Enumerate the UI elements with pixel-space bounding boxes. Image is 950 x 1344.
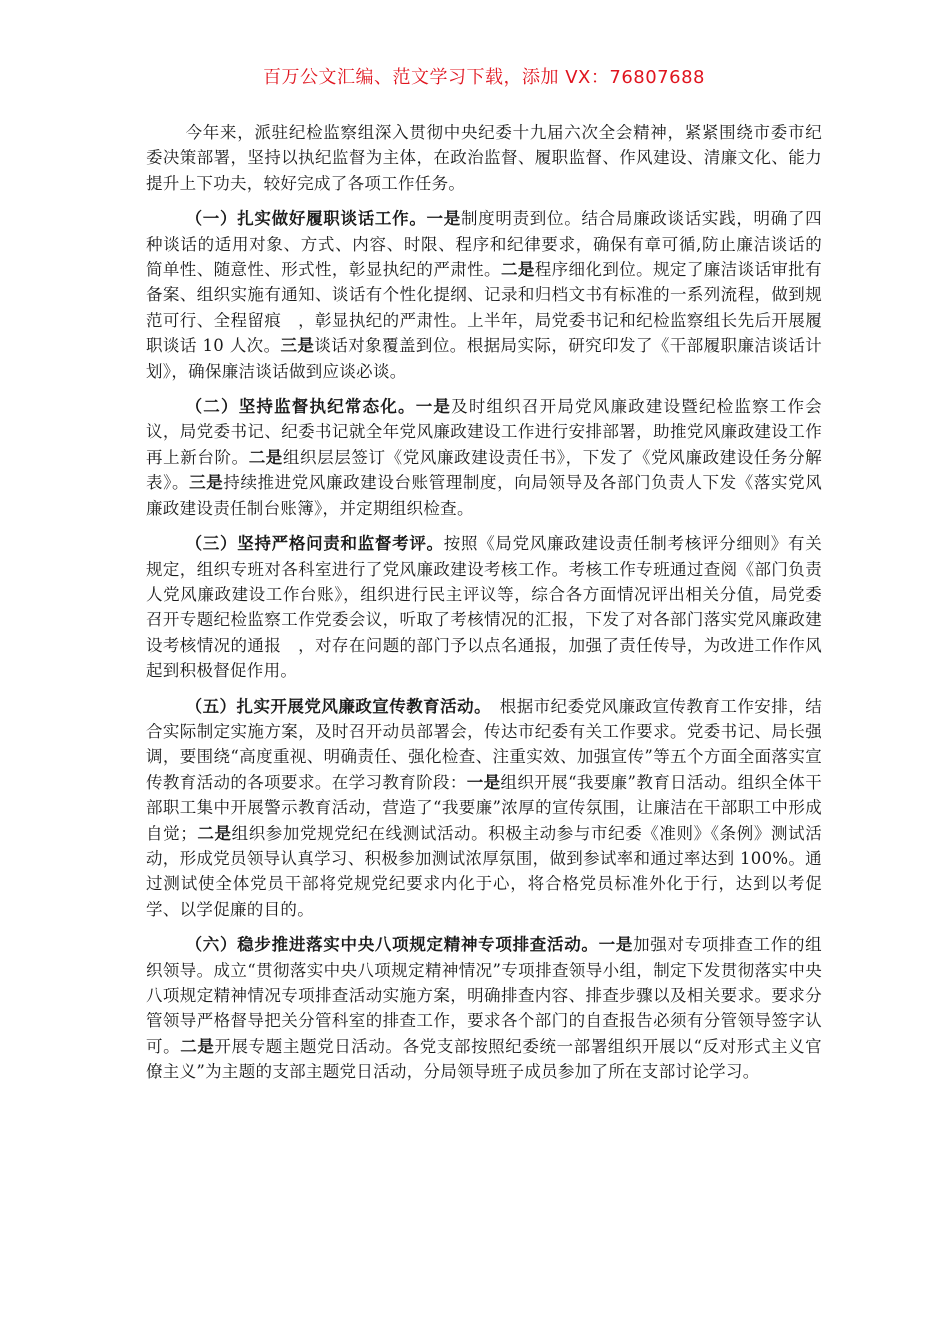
section-2-text-3: 持续推进党风廉政建设台账管理制度，向局领导及各部门负责人下发《落实党风廉政建设责任制台账簿》，并定期组织检查。 [146,473,822,518]
section-5-key-1: 一是 [466,772,501,792]
section-5-key-2: 二是 [197,823,232,843]
section-2-text-2: 组织层层签订《党风廉政建设责任书》，下发了《党风廉政建设任务分解表》。 [146,447,822,493]
section-2-text-1: 及时组织召开局党风廉政建设暨纪检监察工作会议，局党委书记、纪委书记就全年党风廉政建设工作进行安排部署，助推党风廉政建设工作再上新台阶。 [146,397,822,467]
section-5-title: （五）扎实开展党风廉政宣传教育活动。 [185,696,483,716]
section-2-key-1: 一是 [415,397,452,417]
section-6-key-1: 一是 [598,935,634,955]
section-6-title: （六）稳步推进落实中央八项规定精神专项排查活动。 [185,935,599,955]
section-2-key-2: 二是 [248,447,283,467]
section-1-text-1: 制度明责到位。结合局廉政谈话实践，明确了四种谈话的适用对象、方式、内容、时限、程序和纪律要求，确保有章可循,防止廉洁谈话的简单性、随意性、形式性，彰显执纪的严肃性。 [146,209,822,280]
section-3-paragraph [146,531,822,683]
section-2-paragraph [146,394,822,521]
section-1-text-2: 程序细化到位。规定了廉洁谈话审批有备案、组织实施有通知、谈话有个性化提纲、记录和归档文书有标准的一系列流程，做到规范可行、全程留痕 ，彰显执纪的严肃性。上半年，局党委书记和纪检监察组长先后开展履职谈话 10 人次。 [146,260,822,356]
section-6-text-1: 加强对专项排查工作的组织领导。成立“贯彻落实中央八项规定精神情况”专项排查领导小组，制定下发贯彻落实中央八项规定精神情况专项排查活动实施方案，明确排查内容、排查步骤以及相关要求。要求分管领导严格督导把关分管科室的排查工作，要求各个部门的自查报告必须有分管领导签字认可。 [146,935,822,1056]
section-1-title: （一）扎实做好履职谈话工作。 [185,209,427,229]
section-3-title: （三）坚持严格问责和监督考评。 [185,534,444,554]
section-6-paragraph [146,932,822,1084]
section-2-title: （二）坚持监督执纪常态化。 [185,397,416,417]
section-1-text-3: 谈话对象覆盖到位。根据局实际，研究印发了《干部履职廉洁谈话计划》，确保廉洁谈话做到应谈必谈。 [146,336,822,381]
section-5-text-0: 根据市纪委党风廉政宣传教育工作安排，结合实际制定实施方案，及时召开动员部署会，传达市纪委有关工作要求。党委书记、局长强调，要围绕“高度重视、明确责任、强化检查、注重实效、加强宣传”等五个方面全面落实宣传教育活动的各项要求。在学习教育阶段： [146,696,823,792]
section-2-key-3: 三是 [189,473,224,493]
header-banner: 百万公文汇编、范文学习下载，添加 VX：76807688 [263,67,705,88]
intro-paragraph: 今年来，派驻纪检监察组深入贯彻中央纪委十九届六次全会精神，紧紧围绕市委市纪委决策部署，坚持以执纪监督为主体，在政治监督、履职监督、作风建设、清廉文化、能力提升上下功夫，较好完成了各项工作任务。 [146,123,822,193]
section-3-text-1: 按照《局党风廉政建设责任制考核评分细则》有关规定，组织专班对各科室进行了党风廉政建设考核工作。考核工作专班通过查阅《部门负责人党风廉政建设工作台账》，组织进行民主评议等，综合各方面情况评出相关分值，局党委召开专题纪检监察工作党委会议，听取了考核情况的汇报，下发了对各部门落实党风廉政建设考核情况的通报 ，对存在问题的部门予以点名通报，加强了责任传导，为改进工作作风起到积极督促作用。 [146,534,822,681]
section-1-key-1: 一是 [426,209,461,229]
section-5-text-2: 组织参加党规党纪在线测试活动。积极主动参与市纪委《准则》《条例》测试活动，形成党员领导认真学习、积极参加测试浓厚氛围，做到参试率和通过率达到 100%。通过测试使全体党员干部将党规党纪要求内化于心，将合格党员标准外化于行，达到以考促学、以学促廉的目的。 [146,823,822,919]
section-6-key-2: 二是 [180,1036,215,1056]
section-5-paragraph [146,694,822,923]
section-5-text-1: 组织开展“我要廉”教育日活动。组织全体干部职工集中开展警示教育活动，营造了“我要廉”浓厚的宣传氛围，让廉洁在干部职工中形成自觉； [146,772,822,843]
section-1-paragraph [146,206,822,384]
section-1-key-3: 三是 [280,336,315,356]
section-1-key-2: 二是 [500,260,535,280]
section-6-text-2: 开展专题主题党日活动。各党支部按照纪委统一部署组织开展以“反对形式主义官僚主义”为主题的支部主题党日活动，分局领导班子成员参加了所在支部讨论学习。 [146,1036,822,1082]
